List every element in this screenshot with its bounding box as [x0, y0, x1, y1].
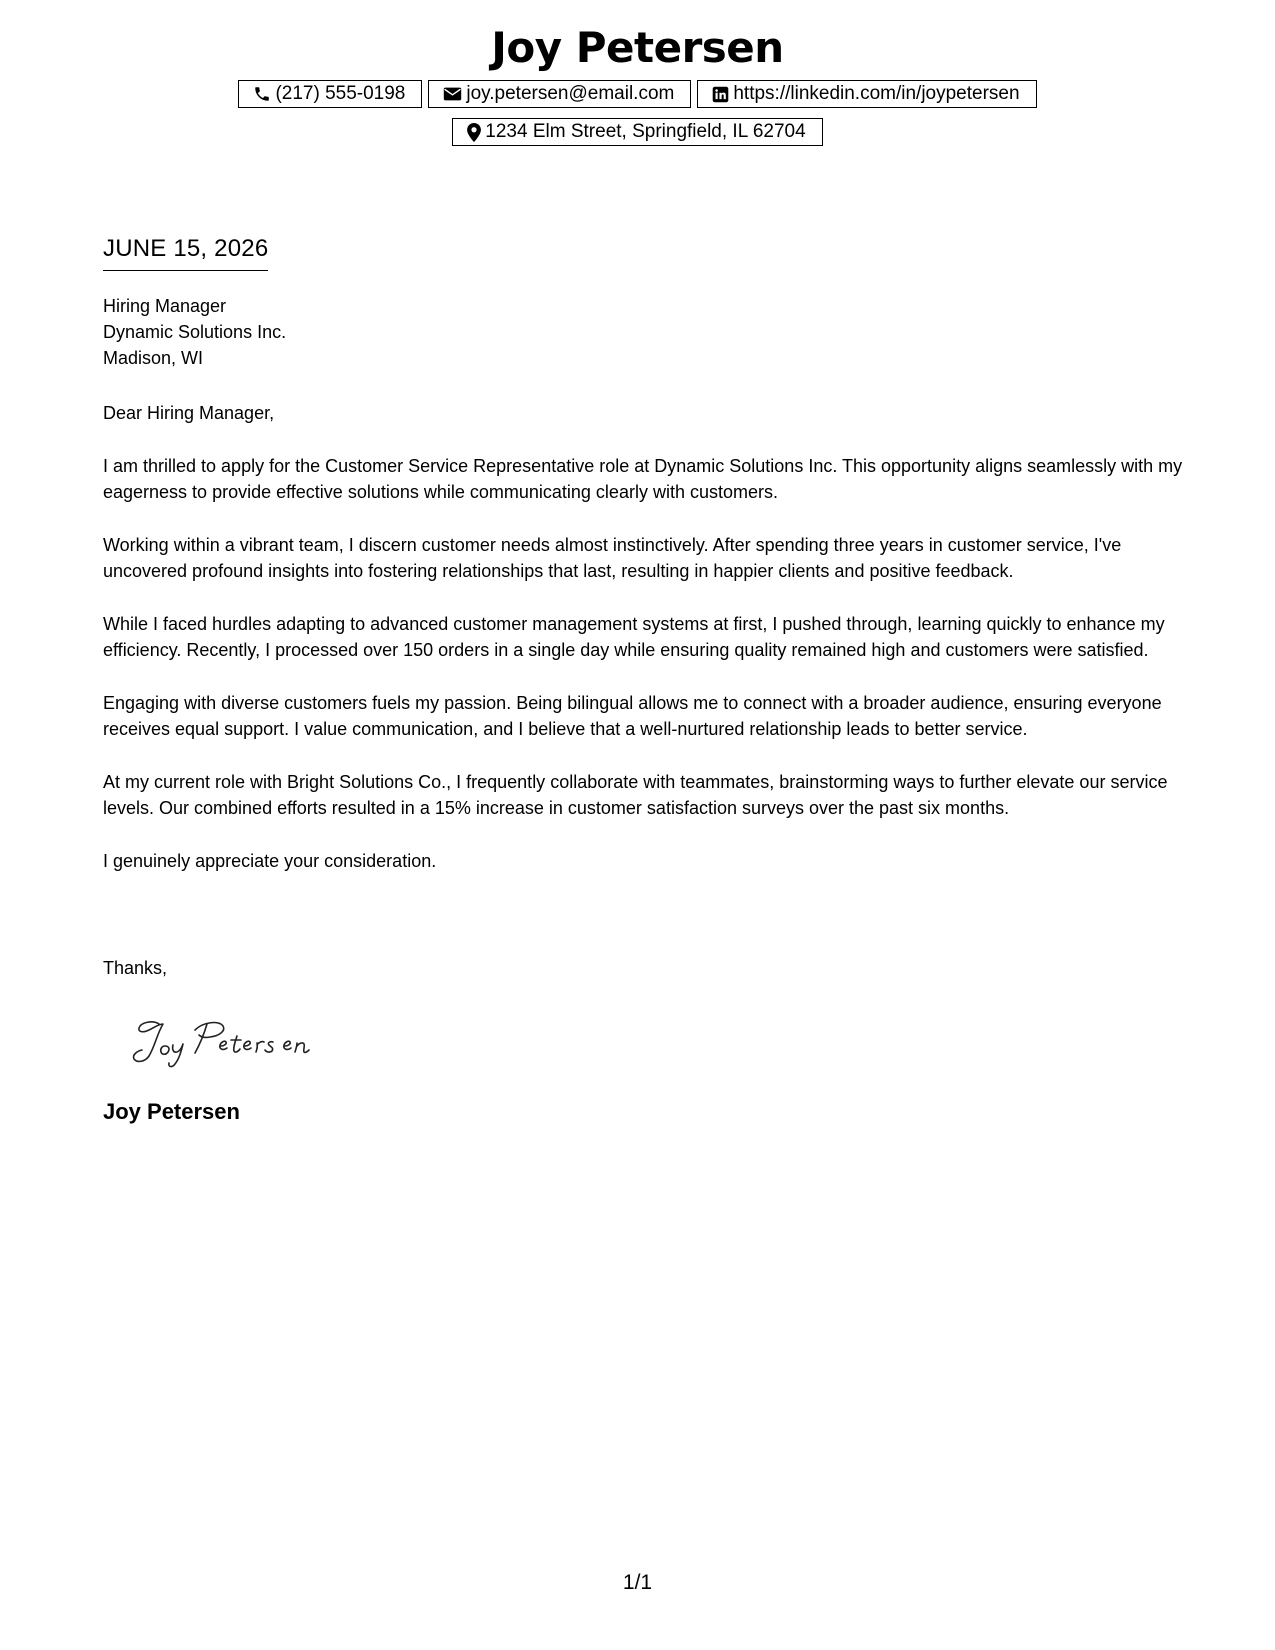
email-text: joy.petersen@email.com	[466, 83, 675, 104]
body-paragraph: I genuinely appreciate your consideration.	[103, 850, 437, 871]
recipient-title: Hiring Manager	[103, 296, 227, 316]
signer-name: Joy Petersen	[103, 1099, 240, 1124]
recipient-company: Dynamic Solutions Inc.	[103, 322, 287, 342]
phone-contact[interactable]	[238, 80, 422, 108]
envelope-icon	[443, 86, 462, 102]
body-paragraph: While I faced hurdles adapting to advanced customer management systems at first, I pushed through, learning quickly to enhance my efficiency. Recently, I processed over 150 orders in a single day while ensuring quality remained high and customers were satisfied.	[103, 613, 1165, 660]
phone-icon	[253, 85, 271, 103]
email-contact[interactable]	[428, 80, 691, 108]
page-indicator: 1/1	[622, 1571, 653, 1594]
map-pin-icon	[467, 123, 481, 142]
letter-body	[103, 400, 1183, 900]
linkedin-text: https://linkedin.com/in/joypetersen	[733, 83, 1020, 104]
closing: Thanks,	[103, 958, 168, 978]
body-paragraph: Engaging with diverse customers fuels my passion. Being bilingual allows me to connect with a broader audience, ensuring everyone receives equal support. I value communication, and I believe that a well-nurtured relationship leads to better service.	[103, 692, 1162, 739]
body-paragraph: At my current role with Bright Solutions Co., I frequently collaborate with teammates, brainstorming ways to further elevate our service levels. Our combined efforts resulted in a 15% increase in customer satisfaction surveys over the past six months.	[103, 771, 1168, 818]
address-text: 1234 Elm Street, Springfield, IL 62704	[485, 121, 806, 142]
linkedin-icon	[712, 86, 729, 103]
recipient-block	[103, 293, 286, 371]
body-paragraph: I am thrilled to apply for the Customer Service Representative role at Dynamic Solutions Inc. This opportunity aligns seamlessly with my eagerness to provide effective solutions while communicating clearly with customers.	[103, 455, 1183, 502]
body-paragraph: Working within a vibrant team, I discern customer needs almost instinctively. After spending three years in customer service, I've uncovered profound insights into fostering relationships that last, resulting in happier clients and positive feedback.	[103, 534, 1122, 581]
applicant-name: Joy Petersen	[491, 23, 784, 72]
phone-text: (217) 555-0198	[275, 83, 406, 104]
linkedin-contact[interactable]	[697, 80, 1036, 108]
contact-row	[0, 80, 1275, 108]
recipient-location: Madison, WI	[103, 348, 204, 368]
address-contact	[452, 118, 822, 146]
salutation: Dear Hiring Manager,	[103, 403, 275, 423]
handwritten-signature	[125, 1010, 355, 1070]
address-row	[0, 118, 1275, 146]
letter-date: JUNE 15, 2026	[103, 234, 268, 271]
